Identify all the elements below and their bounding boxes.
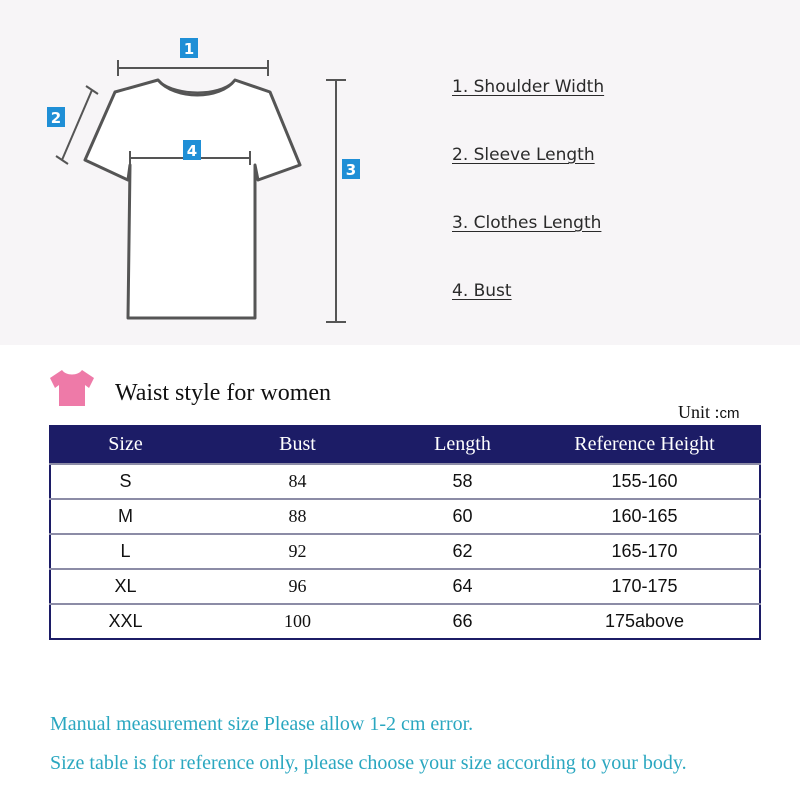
legend-bust: 4. Bust	[452, 281, 512, 301]
cell-bust: 84	[200, 464, 395, 499]
cell-bust: 100	[200, 604, 395, 639]
cell-height: 155-160	[530, 464, 760, 499]
unit-text: Unit :	[678, 402, 720, 422]
cell-size: XL	[50, 569, 200, 604]
legend-sleeve-length: 2. Sleeve Length	[452, 145, 595, 165]
table-row	[50, 534, 760, 569]
tshirt-diagram	[0, 0, 800, 345]
legend-clothes-length: 3. Clothes Length	[452, 213, 602, 233]
cell-size: M	[50, 499, 200, 534]
marker-3-label: 3	[345, 161, 357, 179]
cell-length: 58	[395, 464, 530, 499]
header-size: Size	[50, 425, 200, 464]
size-table	[49, 425, 761, 640]
cell-bust: 92	[200, 534, 395, 569]
cell-length: 64	[395, 569, 530, 604]
unit-value: cm	[719, 405, 740, 422]
tshirt-outline-icon	[85, 80, 300, 318]
header-bust: Bust	[200, 425, 395, 464]
cell-size: L	[50, 534, 200, 569]
legend-shoulder-width: 1. Shoulder Width	[452, 77, 605, 97]
note-measurement-error: Manual measurement size Please allow 1-2 cm error.	[50, 713, 474, 735]
cell-height: 170-175	[530, 569, 760, 604]
cell-length: 60	[395, 499, 530, 534]
table-row	[50, 464, 760, 499]
cell-height: 175above	[530, 604, 760, 639]
cell-length: 62	[395, 534, 530, 569]
marker-4-label: 4	[186, 142, 198, 160]
cell-size: XXL	[50, 604, 200, 639]
table-row	[50, 604, 760, 639]
marker-1-label: 1	[183, 40, 195, 58]
note-reference-only: Size table is for reference only, please choose your size according to your body.	[50, 752, 687, 774]
pink-tshirt-icon	[48, 368, 96, 408]
cell-bust: 88	[200, 499, 395, 534]
measurement-diagram	[0, 0, 800, 345]
header-reference-height: Reference Height	[530, 425, 760, 464]
cell-size: S	[50, 464, 200, 499]
table-row	[50, 499, 760, 534]
cell-height: 165-170	[530, 534, 760, 569]
table-header-row	[50, 425, 760, 464]
cell-bust: 96	[200, 569, 395, 604]
cell-height: 160-165	[530, 499, 760, 534]
cell-length: 66	[395, 604, 530, 639]
marker-2-label: 2	[50, 109, 62, 127]
table-row	[50, 569, 760, 604]
section-title: Waist style for women	[115, 380, 332, 406]
unit-label	[678, 402, 740, 423]
header-length: Length	[395, 425, 530, 464]
